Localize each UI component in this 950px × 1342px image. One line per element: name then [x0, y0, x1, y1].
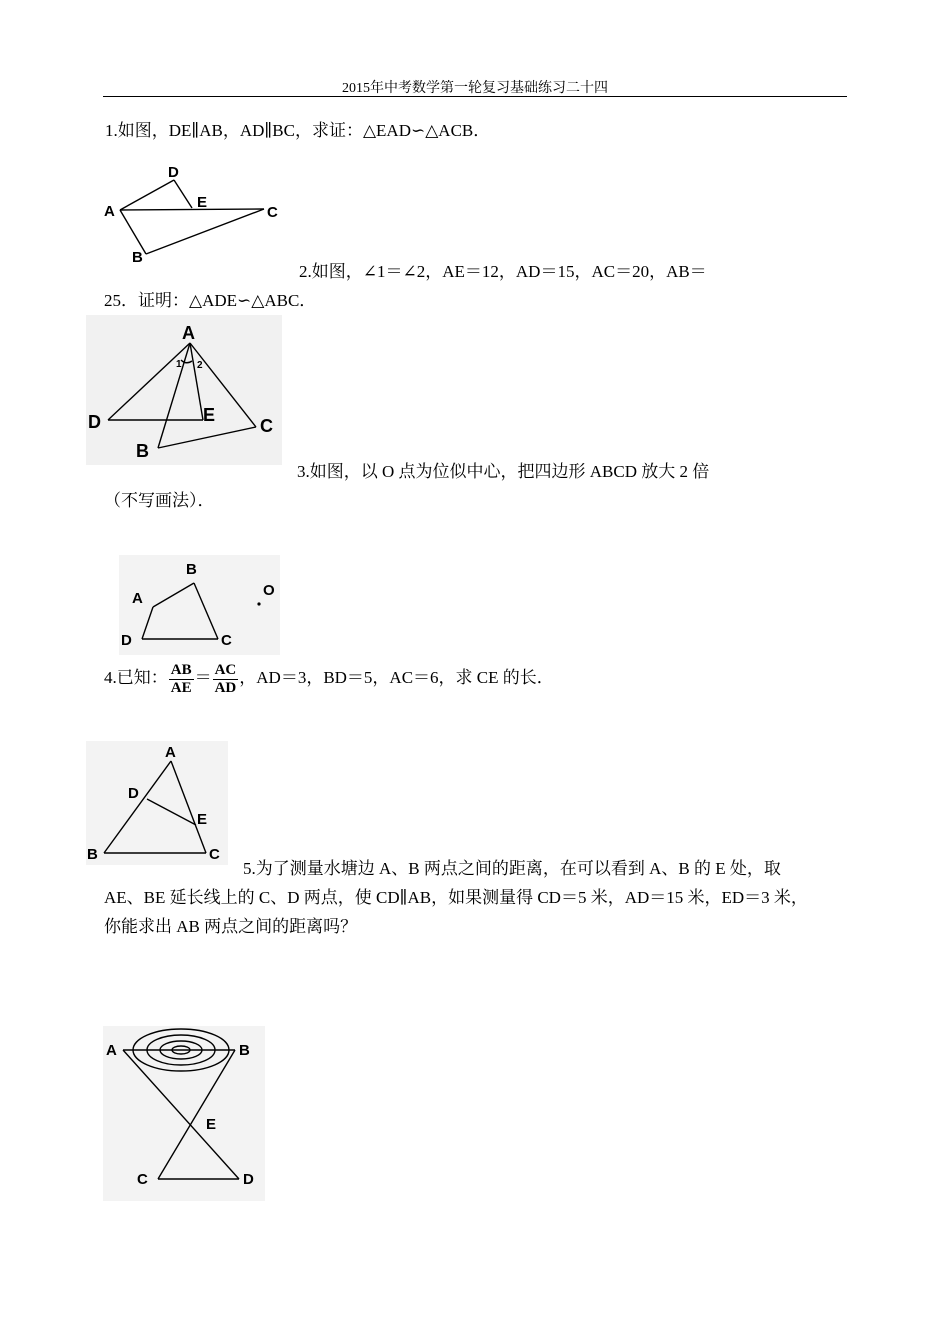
problem-1-figure	[100, 160, 300, 270]
p5-label-B: B	[239, 1042, 250, 1059]
problem-4-equals: ＝	[194, 668, 212, 687]
p1-label-C: C	[267, 204, 278, 221]
center-point-O	[257, 602, 260, 605]
p2-label-angle-1: 1	[176, 359, 182, 370]
problem-3-line-1: 3.如图，以 O 点为位似中心，把四边形 ABCD 放大 2 倍	[297, 462, 710, 481]
problem-5-line-1: 5.为了测量水塘边 A、B 两点之间的距离，在可以看到 A、B 的 E 处，取	[243, 859, 781, 878]
p5-label-E: E	[206, 1116, 217, 1133]
p2-label-D: D	[88, 412, 101, 432]
page-header: 2015年中考数学第一轮复习基础练习二十四	[342, 81, 608, 96]
p2-label-B: B	[136, 441, 149, 461]
p4-label-C: C	[209, 846, 220, 863]
p3-label-A: A	[132, 590, 143, 607]
problem-2-line-2: 25．证明：△ADE∽△ABC．	[104, 291, 317, 310]
problem-3-line-2: （不写画法）．	[104, 491, 215, 510]
p5-label-D: D	[243, 1171, 254, 1188]
problem-4-suffix: ，AD＝3，BD＝5，AC＝6，求 CE 的长．	[239, 668, 554, 687]
fraction-ab-over-ae	[169, 662, 194, 697]
fraction-ac-over-ad	[213, 662, 239, 697]
problem-4-text	[104, 659, 554, 697]
header-rule	[103, 96, 847, 97]
p2-label-A: A	[182, 323, 195, 343]
fraction-1-denominator: AE	[170, 679, 192, 696]
problem-4-prefix: 4.已知：	[104, 668, 168, 687]
p4-label-D: D	[128, 785, 139, 802]
problem-1-text: 1.如图，DE∥AB，AD∥BC，求证：△EAD∽△ACB．	[105, 121, 491, 140]
p4-label-A: A	[165, 744, 176, 761]
p5-label-A: A	[106, 1042, 117, 1059]
problem-5-line-3: 你能求出 AB 两点之间的距离吗？	[104, 917, 358, 936]
p5-label-C: C	[137, 1171, 148, 1188]
p3-label-B: B	[186, 561, 197, 578]
fraction-1-numerator: AB	[170, 661, 192, 678]
p3-label-C: C	[221, 632, 232, 649]
problem-3-figure	[119, 555, 280, 655]
fraction-2-numerator: AC	[214, 661, 237, 678]
p1-label-E: E	[197, 194, 208, 211]
p2-label-E: E	[203, 405, 216, 425]
problem-2-figure	[86, 315, 282, 465]
p2-label-C: C	[260, 416, 273, 436]
fraction-2-denominator: AD	[214, 679, 237, 696]
p4-label-B: B	[87, 846, 98, 863]
p1-label-B: B	[132, 249, 143, 266]
problem-2-line-1: 2.如图，∠1＝∠2，AE＝12，AD＝15，AC＝20，AB＝	[299, 262, 707, 281]
problem-4-figure	[86, 741, 228, 865]
p1-label-A: A	[104, 203, 115, 220]
problem-5-line-2: AE、BE 延长线上的 C、D 两点，使 CD∥AB，如果测量得 CD＝5 米，AD＝15 米，ED＝3 米，	[104, 888, 808, 907]
p1-label-D: D	[168, 164, 179, 181]
p3-label-O: O	[263, 582, 275, 599]
p4-label-E: E	[197, 811, 208, 828]
p3-label-D: D	[121, 632, 132, 649]
problem-5-figure	[103, 1026, 265, 1201]
p2-label-angle-2: 2	[197, 360, 203, 371]
